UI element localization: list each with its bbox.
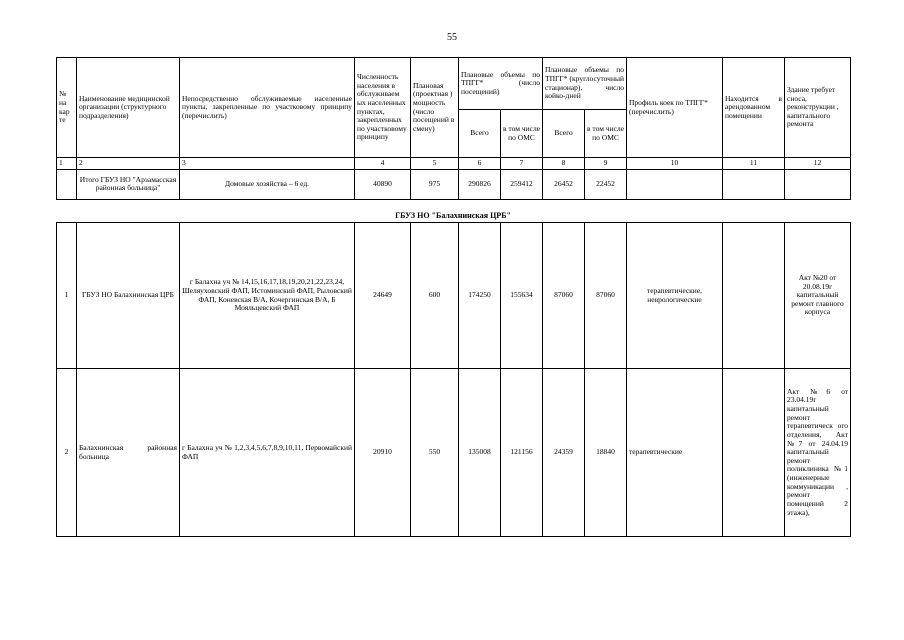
row-repair: Акт №20 от 20.08.19г капитальный ремонт главного корпуса xyxy=(785,223,851,369)
total-capacity: 975 xyxy=(411,169,459,199)
subheader-beds-oms: в том числе по ОМС xyxy=(585,110,627,158)
subheader-visits-total: Всего xyxy=(459,110,501,158)
col-header-visits: Плановые объемы по ТПГГ* (число посещений) xyxy=(459,58,543,110)
col-header-num: № на кар те xyxy=(57,58,77,158)
total-row xyxy=(57,169,851,199)
row-visits-oms: 155634 xyxy=(501,223,543,369)
col-number: 7 xyxy=(501,158,543,170)
row-population: 20910 xyxy=(355,369,411,537)
facilities-table xyxy=(56,222,851,537)
row-num: 1 xyxy=(57,223,77,369)
row-profile: терапевтические xyxy=(627,369,723,537)
col-number: 12 xyxy=(785,158,851,170)
row-beds-total: 24359 xyxy=(543,369,585,537)
col-number: 9 xyxy=(585,158,627,170)
col-header-profile: Профиль коек по ТПГГ* (перечислить) xyxy=(627,58,723,158)
row-num: 2 xyxy=(57,369,77,537)
row-beds-total: 87060 xyxy=(543,223,585,369)
col-number: 3 xyxy=(180,158,355,170)
col-number: 5 xyxy=(411,158,459,170)
row-beds-oms: 18840 xyxy=(585,369,627,537)
total-population: 40890 xyxy=(355,169,411,199)
row-capacity: 600 xyxy=(411,223,459,369)
total-visits-total: 290826 xyxy=(459,169,501,199)
subheader-visits-oms: в том числе по ОМС xyxy=(501,110,543,158)
column-numbers-row xyxy=(57,158,851,170)
row-capacity: 550 xyxy=(411,369,459,537)
row-name: ГБУЗ НО Балахнинская ЦРБ xyxy=(77,223,180,369)
row-rented xyxy=(723,223,785,369)
col-number: 2 xyxy=(77,158,180,170)
row-settlements: г Балахна уч № 1,2,3,4,5,6,7,8,9,10,11, Первомайский ФАП xyxy=(180,369,355,537)
total-rented xyxy=(723,169,785,199)
total-name: Итого ГБУЗ НО "Арзамасская районная больница" xyxy=(77,169,180,199)
table-row xyxy=(57,369,851,537)
subheader-beds-total: Всего xyxy=(543,110,585,158)
col-header-name: Наименование медицинской организации (структурного подразделения) xyxy=(77,58,180,158)
row-visits-total: 135008 xyxy=(459,369,501,537)
table-row xyxy=(57,223,851,369)
row-visits-total: 174250 xyxy=(459,223,501,369)
col-header-beds: Плановые объемы по ТПГГ* (круглосуточный стационар), число койко-дней xyxy=(543,58,627,110)
col-header-capacity: Плановая (проектная ) мощность (число посещений в смену) xyxy=(411,58,459,158)
total-num xyxy=(57,169,77,199)
col-number: 11 xyxy=(723,158,785,170)
row-beds-oms: 87060 xyxy=(585,223,627,369)
col-header-rented: Находится в арендованном помещении xyxy=(723,58,785,158)
page-number: 55 xyxy=(447,32,457,43)
col-number: 1 xyxy=(57,158,77,170)
col-number: 6 xyxy=(459,158,501,170)
row-population: 24649 xyxy=(355,223,411,369)
row-visits-oms: 121156 xyxy=(501,369,543,537)
row-rented xyxy=(723,369,785,537)
total-settlements: Домовые хозяйства – 6 ед. xyxy=(180,169,355,199)
header-table xyxy=(56,57,851,200)
row-repair: Акт №6 от 23.04.19г капитальный ремонт терапевтическ ого отделения, Акт №7 от 24.04.19 капитальный ремонт поликлиника №1 (инженерные коммуникации , ремонт помещений 2 этажа), xyxy=(785,369,851,537)
col-header-settlements: Непосредственно обслуживаемые населенные пункты, закрепленные по участковому принципу (перечислить) xyxy=(180,58,355,158)
row-settlements: г Балахна уч № 14,15,16,17,18,19,20,21,22,23,24, Шеляуховский ФАП, Истоминский ФАП, Рыловский ФАП, Коневская В/А, Кочергинская В/А, Б Мояльцевский ФАП xyxy=(180,223,355,369)
row-profile: терапевтические, неврологические xyxy=(627,223,723,369)
col-number: 10 xyxy=(627,158,723,170)
section-title: ГБУЗ НО "Балахнинская ЦРБ" xyxy=(395,211,511,220)
col-number: 8 xyxy=(543,158,585,170)
col-header-repair: Здание требует сноса, реконструкции , капитального ремонта xyxy=(785,58,851,158)
row-name: Балахнинская районная больница xyxy=(77,369,180,537)
total-repair xyxy=(785,169,851,199)
col-header-population: Численность населения в обслуживаем ых населенных пунктах, закрепленных по участковому принципу xyxy=(355,58,411,158)
total-beds-total: 26452 xyxy=(543,169,585,199)
col-number: 4 xyxy=(355,158,411,170)
total-profile xyxy=(627,169,723,199)
total-beds-oms: 22452 xyxy=(585,169,627,199)
total-visits-oms: 259412 xyxy=(501,169,543,199)
